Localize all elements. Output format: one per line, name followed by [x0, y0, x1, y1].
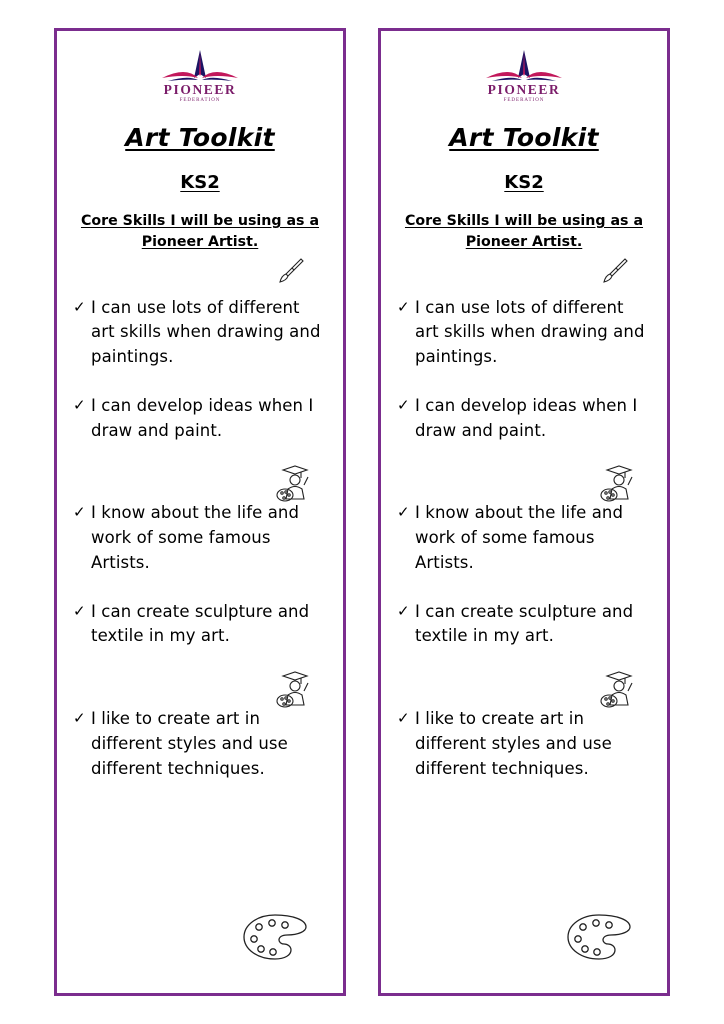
artist-with-palette-icon: [73, 673, 327, 707]
pioneer-logo-icon: [142, 48, 258, 118]
list-item-label: I like to create art in different styles and use different techniques.: [91, 709, 288, 778]
pioneer-logo-icon: [466, 48, 582, 118]
check-icon: ✓: [397, 709, 410, 728]
list-item: [397, 707, 651, 781]
check-icon: ✓: [73, 395, 86, 414]
key-stage-label: KS2: [180, 172, 220, 193]
bookmark-card-1: [54, 28, 346, 996]
logo-container: [397, 47, 651, 119]
list-item: [73, 600, 327, 650]
logo-subtext: FEDERATION: [179, 98, 221, 103]
check-icon: ✓: [73, 503, 86, 522]
check-icon: ✓: [73, 297, 86, 316]
page-title: Art Toolkit: [449, 123, 599, 152]
list-item-label: I can use lots of different art skills when drawing and paintings.: [415, 297, 645, 367]
core-skills-intro: Core Skills I will be using as a Pioneer Artist.: [80, 213, 320, 251]
list-item: [397, 296, 651, 370]
key-stage-label: KS2: [504, 172, 544, 193]
check-icon: ✓: [397, 297, 410, 316]
list-item: [397, 394, 651, 444]
logo-subtext: FEDERATION: [503, 98, 545, 103]
core-skills-intro: Core Skills I will be using as a Pioneer Artist.: [404, 213, 644, 251]
check-icon: ✓: [73, 601, 86, 620]
bookmark-card-2: [378, 28, 670, 996]
paintbrush-icon: [73, 256, 327, 286]
list-item: [73, 707, 327, 781]
page-title: Art Toolkit: [125, 123, 275, 152]
list-item: [73, 394, 327, 444]
check-icon: ✓: [397, 503, 410, 522]
list-item-label: I like to create art in different styles and use different techniques.: [415, 709, 612, 778]
list-item: [73, 501, 327, 575]
skills-list-2: [397, 296, 651, 909]
list-item: [397, 501, 651, 575]
list-item-label: I can create sculpture and textile in my art.: [91, 601, 310, 646]
paint-palette-icon: [73, 909, 327, 983]
list-item-label: I know about the life and work of some famous Artists.: [415, 503, 624, 572]
paintbrush-icon: [397, 256, 651, 286]
check-icon: ✓: [73, 709, 86, 728]
list-item: [73, 296, 327, 370]
logo-container: [73, 47, 327, 119]
paint-palette-icon: [397, 909, 651, 983]
list-item-label: I can develop ideas when I draw and paint.: [91, 395, 314, 440]
list-item-label: I know about the life and work of some famous Artists.: [91, 503, 300, 572]
artist-with-palette-icon: [397, 673, 651, 707]
list-item-label: I can use lots of different art skills when drawing and paintings.: [91, 297, 321, 367]
artist-with-palette-icon: [397, 467, 651, 501]
list-item-label: I can create sculpture and textile in my art.: [415, 601, 634, 646]
skills-list-1: [73, 296, 327, 909]
check-icon: ✓: [397, 601, 410, 620]
list-item-label: I can develop ideas when I draw and paint.: [415, 395, 638, 440]
artist-with-palette-icon: [73, 467, 327, 501]
logo-wordmark: PIONEER: [163, 82, 237, 97]
check-icon: ✓: [397, 395, 410, 414]
list-item: [397, 600, 651, 650]
logo-wordmark: PIONEER: [487, 82, 561, 97]
